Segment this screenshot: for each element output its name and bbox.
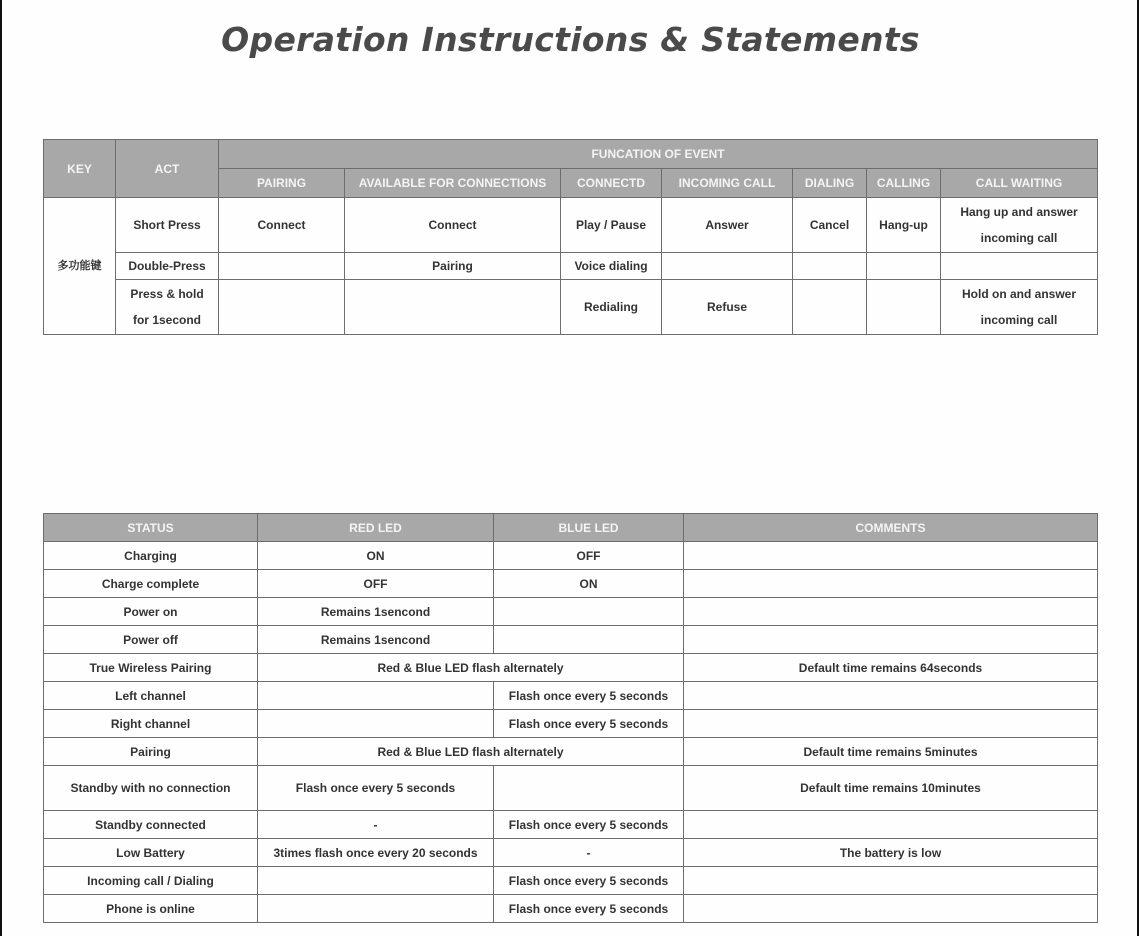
event-cell bbox=[867, 280, 941, 335]
red-led-cell: - bbox=[258, 811, 494, 839]
led-status-table bbox=[43, 513, 1098, 923]
red-led-cell: ON bbox=[258, 542, 494, 570]
event-header: CONNECTD bbox=[561, 169, 662, 198]
led-row bbox=[44, 839, 1098, 867]
page-title: Operation Instructions & Statements bbox=[221, 20, 920, 59]
comments-cell: Default time remains 10minutes bbox=[684, 766, 1098, 811]
led-row bbox=[44, 626, 1098, 654]
comments-cell: The battery is low bbox=[684, 839, 1098, 867]
comments-cell bbox=[684, 811, 1098, 839]
event-cell: Hold on and answer incoming call bbox=[941, 280, 1098, 335]
blue-led-cell: Flash once every 5 seconds bbox=[494, 710, 684, 738]
event-header: DIALING bbox=[793, 169, 867, 198]
blue-led-cell: Flash once every 5 seconds bbox=[494, 811, 684, 839]
event-cell bbox=[793, 253, 867, 280]
status-cell: Power on bbox=[44, 598, 258, 626]
event-cell: Voice dialing bbox=[561, 253, 662, 280]
led-row bbox=[44, 811, 1098, 839]
event-cell: Cancel bbox=[793, 198, 867, 253]
red-led-cell: Remains 1sencond bbox=[258, 626, 494, 654]
blue-led-cell: OFF bbox=[494, 542, 684, 570]
red-led-cell: OFF bbox=[258, 570, 494, 598]
event-cell: Connect bbox=[345, 198, 561, 253]
event-header: AVAILABLE FOR CONNECTIONS bbox=[345, 169, 561, 198]
comments-cell bbox=[684, 598, 1098, 626]
status-cell: Pairing bbox=[44, 738, 258, 766]
status-cell: Low Battery bbox=[44, 839, 258, 867]
event-cell: Play / Pause bbox=[561, 198, 662, 253]
event-cell: Hang-up bbox=[867, 198, 941, 253]
event-cell: Pairing bbox=[345, 253, 561, 280]
event-header: CALL WAITING bbox=[941, 169, 1098, 198]
led-row bbox=[44, 895, 1098, 923]
comments-cell bbox=[684, 867, 1098, 895]
merged-led-cell: Red & Blue LED flash alternately bbox=[258, 654, 684, 682]
event-header: PAIRING bbox=[219, 169, 345, 198]
led-row bbox=[44, 766, 1098, 811]
red-led-header: RED LED bbox=[258, 514, 494, 542]
event-cell bbox=[219, 280, 345, 335]
status-cell: Charging bbox=[44, 542, 258, 570]
status-cell: Standby connected bbox=[44, 811, 258, 839]
status-cell: Left channel bbox=[44, 682, 258, 710]
act-header: ACT bbox=[116, 140, 219, 198]
led-row bbox=[44, 654, 1098, 682]
comments-cell: Default time remains 64seconds bbox=[684, 654, 1098, 682]
event-cell: Connect bbox=[219, 198, 345, 253]
event-cell: Refuse bbox=[662, 280, 793, 335]
red-led-cell: Remains 1sencond bbox=[258, 598, 494, 626]
red-led-cell bbox=[258, 710, 494, 738]
led-row bbox=[44, 598, 1098, 626]
comments-cell: Default time remains 5minutes bbox=[684, 738, 1098, 766]
act-cell: Double-Press bbox=[116, 253, 219, 280]
comments-cell bbox=[684, 710, 1098, 738]
event-header: CALLING bbox=[867, 169, 941, 198]
status-header: STATUS bbox=[44, 514, 258, 542]
operation-row bbox=[44, 253, 1098, 280]
led-row bbox=[44, 682, 1098, 710]
blue-led-cell bbox=[494, 766, 684, 811]
comments-cell bbox=[684, 542, 1098, 570]
status-cell: Power off bbox=[44, 626, 258, 654]
red-led-cell: Flash once every 5 seconds bbox=[258, 766, 494, 811]
key-header: KEY bbox=[44, 140, 116, 198]
blue-led-header: BLUE LED bbox=[494, 514, 684, 542]
led-row bbox=[44, 542, 1098, 570]
status-cell: Right channel bbox=[44, 710, 258, 738]
event-cell bbox=[219, 253, 345, 280]
blue-led-cell: Flash once every 5 seconds bbox=[494, 895, 684, 923]
event-cell bbox=[941, 253, 1098, 280]
event-cell: Redialing bbox=[561, 280, 662, 335]
function-of-event-header: FUNCATION OF EVENT bbox=[219, 140, 1098, 169]
led-row bbox=[44, 738, 1098, 766]
red-led-cell bbox=[258, 895, 494, 923]
event-cell: Hang up and answer incoming call bbox=[941, 198, 1098, 253]
blue-led-cell: ON bbox=[494, 570, 684, 598]
blue-led-cell: - bbox=[494, 839, 684, 867]
event-cell bbox=[867, 253, 941, 280]
status-cell: Phone is online bbox=[44, 895, 258, 923]
event-cell bbox=[793, 280, 867, 335]
status-cell: Standby with no connection bbox=[44, 766, 258, 811]
event-cell: Answer bbox=[662, 198, 793, 253]
event-header: INCOMING CALL bbox=[662, 169, 793, 198]
operation-row bbox=[44, 280, 1098, 335]
comments-cell bbox=[684, 895, 1098, 923]
event-cell bbox=[662, 253, 793, 280]
merged-led-cell: Red & Blue LED flash alternately bbox=[258, 738, 684, 766]
status-cell: True Wireless Pairing bbox=[44, 654, 258, 682]
comments-header: COMMENTS bbox=[684, 514, 1098, 542]
operation-row bbox=[44, 198, 1098, 253]
comments-cell bbox=[684, 682, 1098, 710]
red-led-cell bbox=[258, 682, 494, 710]
blue-led-cell: Flash once every 5 seconds bbox=[494, 682, 684, 710]
red-led-cell: 3times flash once every 20 seconds bbox=[258, 839, 494, 867]
comments-cell bbox=[684, 626, 1098, 654]
led-row bbox=[44, 570, 1098, 598]
comments-cell bbox=[684, 570, 1098, 598]
blue-led-cell bbox=[494, 626, 684, 654]
key-cell: 多功能键 bbox=[44, 198, 116, 335]
status-cell: Charge complete bbox=[44, 570, 258, 598]
act-cell: Short Press bbox=[116, 198, 219, 253]
red-led-cell bbox=[258, 867, 494, 895]
act-cell: Press & hold for 1second bbox=[116, 280, 219, 335]
led-row bbox=[44, 710, 1098, 738]
led-row bbox=[44, 867, 1098, 895]
blue-led-cell: Flash once every 5 seconds bbox=[494, 867, 684, 895]
blue-led-cell bbox=[494, 598, 684, 626]
status-cell: Incoming call / Dialing bbox=[44, 867, 258, 895]
operation-table bbox=[43, 139, 1098, 335]
event-cell bbox=[345, 280, 561, 335]
